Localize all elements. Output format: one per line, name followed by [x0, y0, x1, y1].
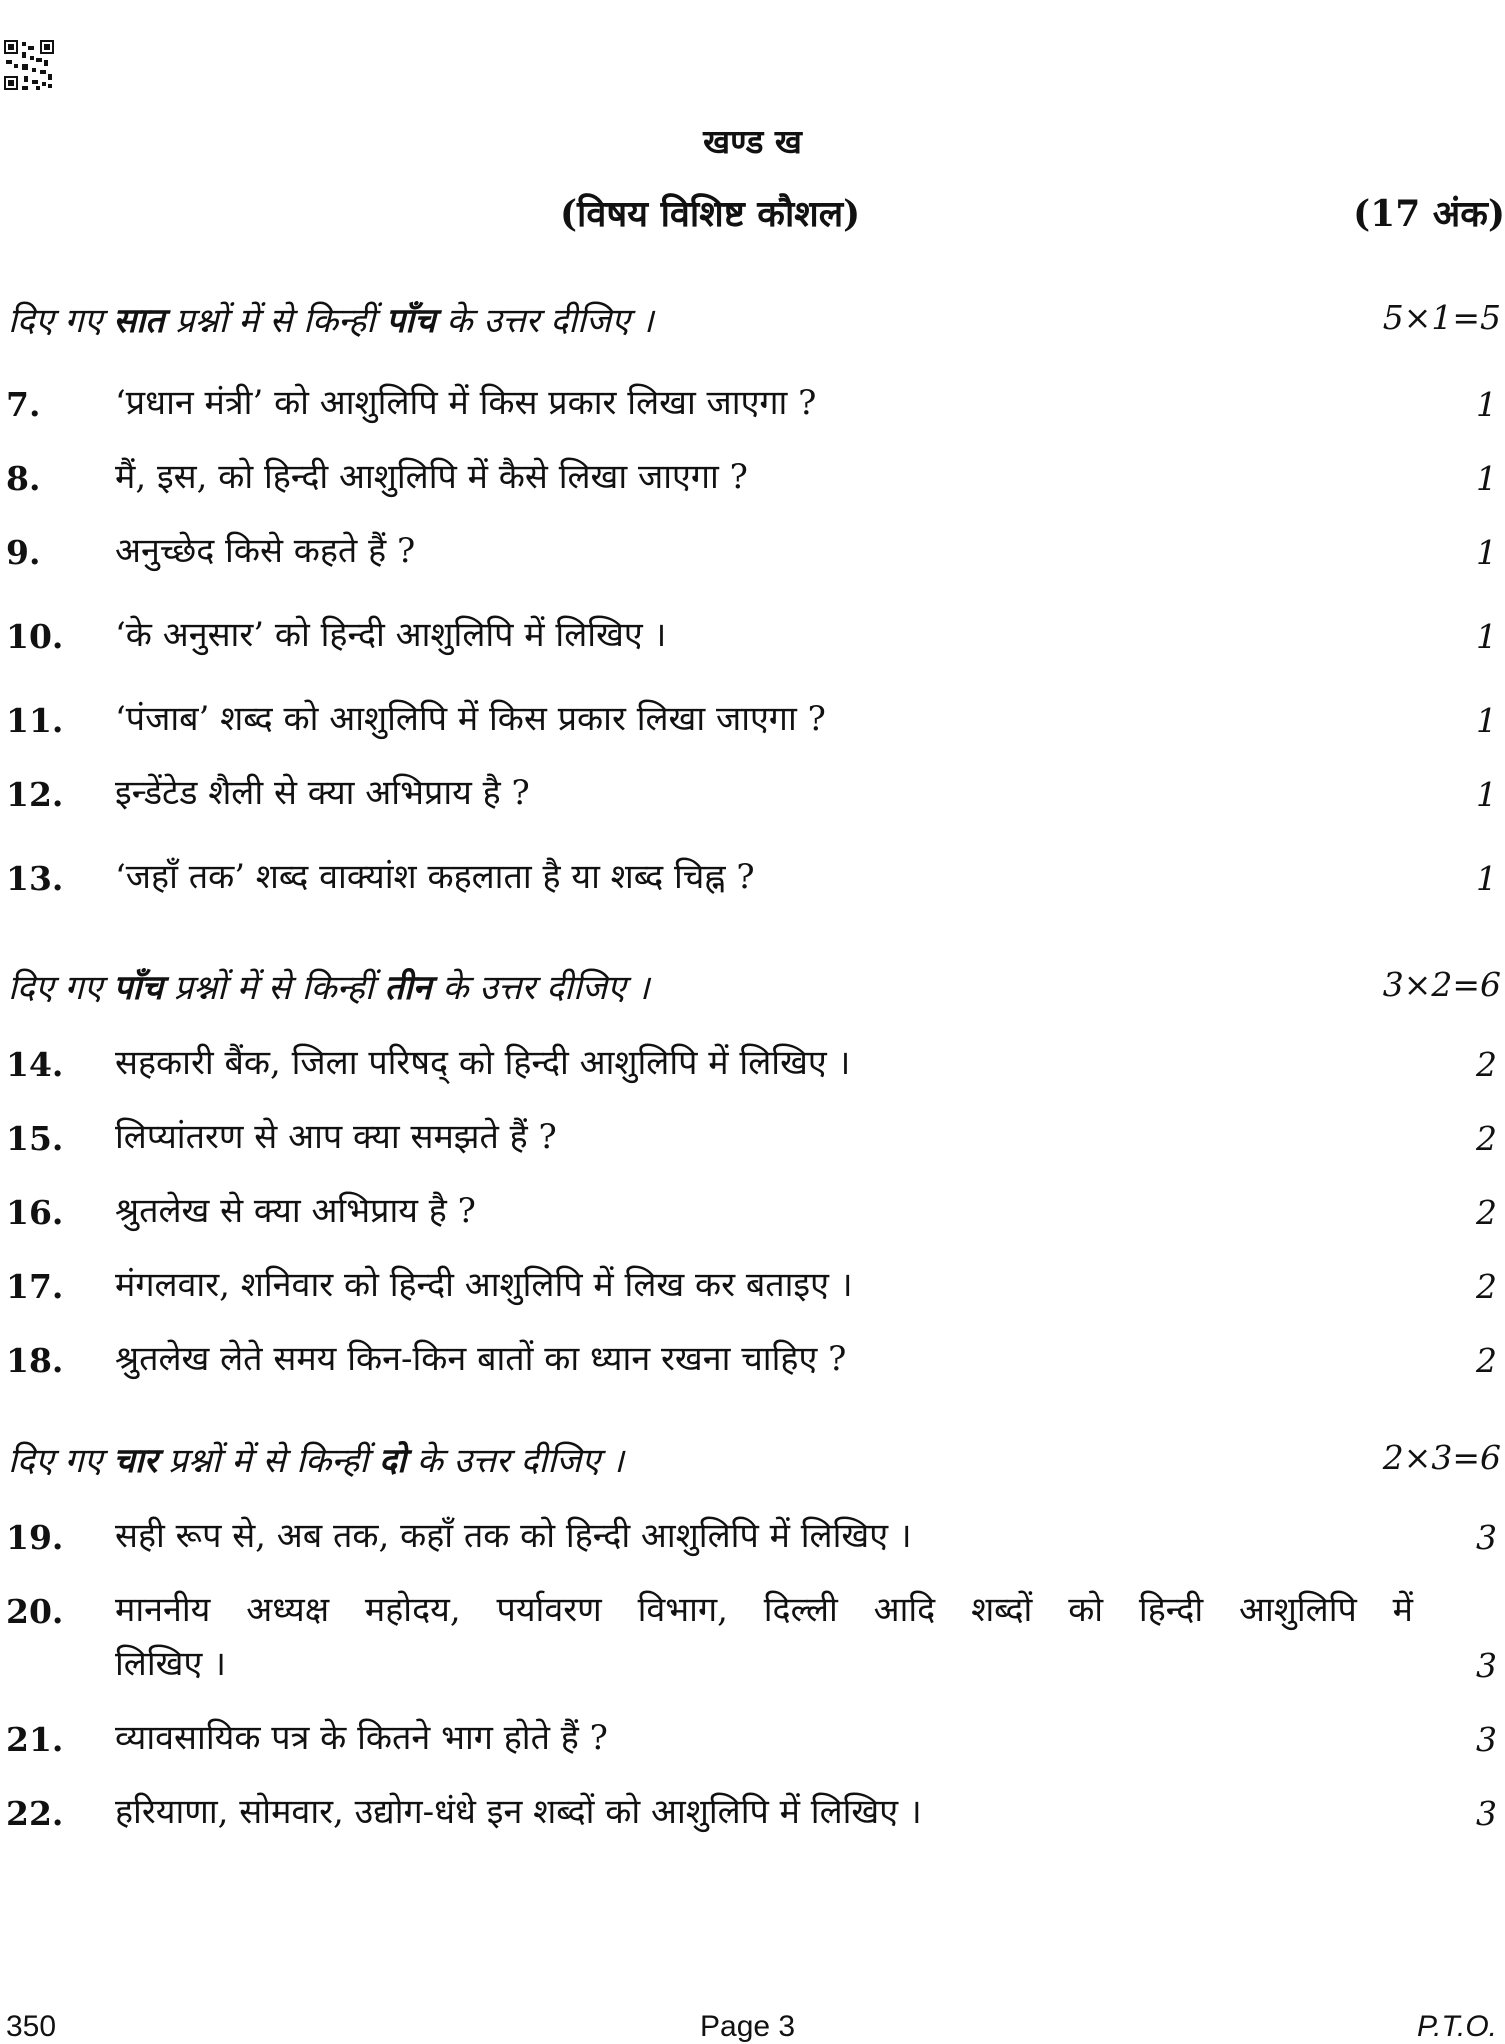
- question-text: व्यावसायिक पत्र के कितने भाग होते हैं ?: [115, 1718, 608, 1758]
- question-marks: 2: [1476, 1341, 1497, 1380]
- pto-label: P.T.O.: [1416, 2010, 1497, 2043]
- question-marks: 1: [1476, 701, 1497, 740]
- question-marks: 1: [1476, 617, 1497, 656]
- question-text: ‘प्रधान मंत्री’ को आशुलिपि में किस प्रकार लिखा जाएगा ?: [115, 383, 817, 423]
- question-number: 14.: [6, 1045, 64, 1084]
- question-marks: 1: [1476, 533, 1497, 572]
- question-number: 18.: [6, 1341, 64, 1380]
- question-text: ‘पंजाब’ शब्द को आशुलिपि में किस प्रकार लिखा जाएगा ?: [115, 699, 826, 739]
- question-number: 13.: [6, 859, 64, 898]
- group-instruction: दिए गए चार प्रश्नों में से किन्हीं दो के उत्तर दीजिए ।: [8, 1441, 624, 1481]
- section-marks: (17 अंक): [1353, 193, 1505, 235]
- question-text: सही रूप से, अब तक, कहाँ तक को हिन्दी आशुलिपि में लिखिए ।: [115, 1516, 912, 1556]
- qr-code-icon: [4, 40, 54, 90]
- question-number: 16.: [6, 1193, 64, 1232]
- question-text: अनुच्छेद किसे कहते हैं ?: [115, 531, 416, 571]
- question-text: इन्डेंटेड शैली से क्या अभिप्राय है ?: [115, 773, 530, 813]
- question-marks: 3: [1476, 1646, 1497, 1685]
- question-text: माननीय अध्यक्ष महोदय, पर्यावरण विभाग, दिल्ली आदि शब्दों को हिन्दी आशुलिपि में: [115, 1590, 1413, 1630]
- question-marks: 2: [1476, 1119, 1497, 1158]
- question-marks: 3: [1476, 1720, 1497, 1759]
- group-marks: 3×2=6: [1382, 965, 1501, 1004]
- question-number: 15.: [6, 1119, 64, 1158]
- question-marks: 1: [1476, 859, 1497, 898]
- question-marks: 3: [1476, 1518, 1497, 1557]
- question-marks: 3: [1476, 1794, 1497, 1833]
- question-text: सहकारी बैंक, जिला परिषद् को हिन्दी आशुलिपि में लिखिए ।: [115, 1043, 851, 1083]
- question-marks: 2: [1476, 1267, 1497, 1306]
- paper-code: 350: [6, 2010, 57, 2043]
- question-number: 7.: [6, 385, 41, 424]
- question-text: मंगलवार, शनिवार को हिन्दी आशुलिपि में लिख कर बताइए ।: [115, 1265, 853, 1305]
- question-number: 20.: [6, 1592, 64, 1631]
- page-number: Page 3: [700, 2010, 796, 2043]
- question-text: ‘के अनुसार’ को हिन्दी आशुलिपि में लिखिए ।: [115, 615, 667, 655]
- question-marks: 1: [1476, 775, 1497, 814]
- question-number: 9.: [6, 533, 41, 572]
- group-instruction: दिए गए सात प्रश्नों में से किन्हीं पाँच के उत्तर दीजिए ।: [8, 301, 654, 341]
- group-instruction: दिए गए पाँच प्रश्नों में से किन्हीं तीन के उत्तर दीजिए ।: [8, 968, 650, 1008]
- question-marks: 2: [1476, 1193, 1497, 1232]
- question-number: 8.: [6, 459, 41, 498]
- question-number: 10.: [6, 617, 64, 656]
- question-text-continued: लिखिए ।: [115, 1644, 226, 1684]
- question-text: लिप्यांतरण से आप क्या समझते हैं ?: [115, 1117, 557, 1157]
- question-number: 22.: [6, 1794, 64, 1833]
- question-number: 12.: [6, 775, 64, 814]
- question-marks: 2: [1476, 1045, 1497, 1084]
- question-text: ‘जहाँ तक’ शब्द वाक्यांश कहलाता है या शब्द चिह्न ?: [115, 857, 755, 897]
- section-subtitle: (विषय विशिष्ट कौशल): [560, 193, 861, 235]
- group-marks: 5×1=5: [1382, 298, 1501, 337]
- question-number: 11.: [6, 701, 64, 740]
- section-title: खण्ड ख: [703, 122, 802, 161]
- question-number: 17.: [6, 1267, 64, 1306]
- question-text: श्रुतलेख लेते समय किन-किन बातों का ध्यान रखना चाहिए ?: [115, 1339, 847, 1379]
- group-marks: 2×3=6: [1382, 1438, 1501, 1477]
- question-marks: 1: [1476, 459, 1497, 498]
- question-text: मैं, इस, को हिन्दी आशुलिपि में कैसे लिखा जाएगा ?: [115, 457, 748, 497]
- question-number: 19.: [6, 1518, 64, 1557]
- question-number: 21.: [6, 1720, 64, 1759]
- question-marks: 1: [1476, 385, 1497, 424]
- question-text: श्रुतलेख से क्या अभिप्राय है ?: [115, 1191, 476, 1231]
- question-text: हरियाणा, सोमवार, उद्योग-धंधे इन शब्दों को आशुलिपि में लिखिए ।: [115, 1792, 922, 1832]
